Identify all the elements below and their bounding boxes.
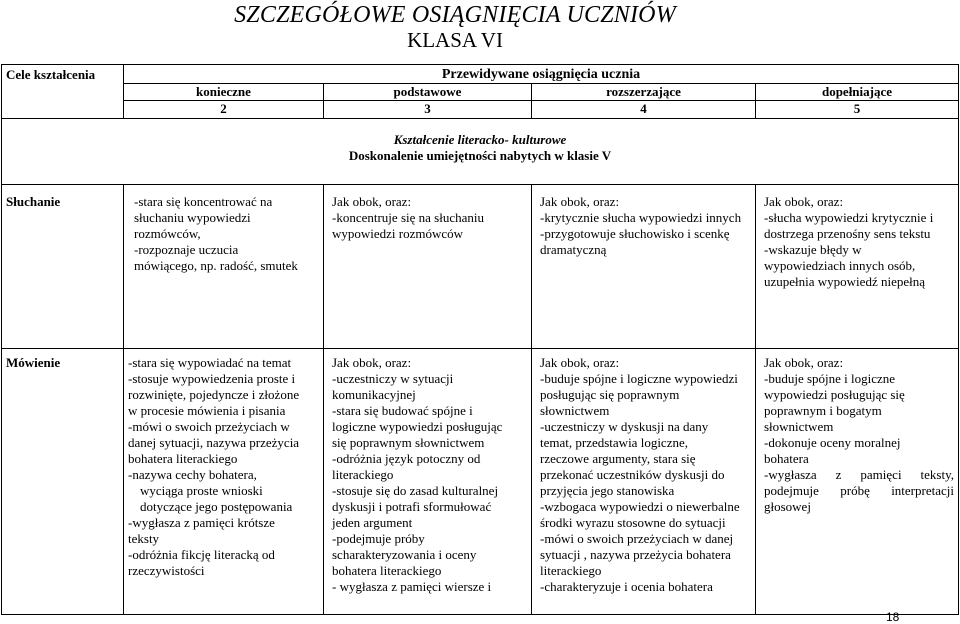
cell-sluchanie-2: -stara się koncentrować na słuchaniu wypowiedzi rozmówców, -rozpoznaje uczucia mówiącego, np. radość, smutek <box>124 185 324 349</box>
page-subtitle: KLASA VI <box>407 28 503 52</box>
category-mowienie: Mówienie <box>2 349 124 615</box>
grade-5: 5 <box>756 101 959 119</box>
cell-mowienie-5: Jak obok, oraz: -buduje spójne i logiczne wypowiedzi posługując się poprawnym i bogatym słownictwem -dokonuje oceny moralnej bohatera -wygłasza z pamięci teksty, podejmuje próbę interpretacji głosowej <box>756 349 959 615</box>
section-subtitle: Doskonalenie umiejętności nabytych w klasie V <box>348 148 612 163</box>
cell-mowienie-2: -stara się wypowiadać na temat -stosuje wypowiedzenia proste i rozwinięte, pojedyncze i złożone w procesie mówienia i pisania -mówi o swoich przeżyciach w danej sytuacji, nazywa przeżycia bohatera literackiego -nazywa cechy bohatera, wyciąga proste wnioski dotyczące jego postępowania -wygłasza z pamięci krótsze teksty -odróżnia fikcję literacką od rzeczywistości <box>124 349 324 615</box>
cell-sluchanie-5: Jak obok, oraz: -słucha wypowiedzi krytycznie i dostrzega przenośny sens tekstu -wskazuje błędy w wypowiedziach innych osób, uzupełnia wypowiedź niepełną <box>756 185 959 349</box>
level-rozszerzajace: rozszerzające <box>532 84 756 101</box>
cell-sluchanie-4: Jak obok, oraz: -krytycznie słucha wypowiedzi innych -przygotowuje słuchowisko i scenkę dramatyczną <box>532 185 756 349</box>
grade-4: 4 <box>532 101 756 119</box>
section-header <box>2 119 959 185</box>
table-row <box>2 349 959 615</box>
grade-3: 3 <box>324 101 532 119</box>
page-number: 18 <box>886 610 900 624</box>
level-dopelniajace: dopełniające <box>756 84 959 101</box>
category-sluchanie: Słuchanie <box>2 185 124 349</box>
cell-mowienie-3: Jak obok, oraz: -uczestniczy w sytuacji komunikacyjnej -stara się budować spójne i logiczne wypowiedzi posługując się poprawnym słownictwem -odróżnia język potoczny od literackiego -stosuje się do zasad kulturalnej dyskusji i potrafi sformułować jeden argument -podejmuje próby scharakteryzowania i oceny bohatera literackiego - wygłasza z pamięci wiersze i <box>324 349 532 615</box>
expected-header: Przewidywane osiągnięcia ucznia <box>124 65 959 84</box>
section-title: Kształcenie literacko- kulturowe <box>393 132 567 147</box>
level-konieczne: konieczne <box>124 84 324 101</box>
level-podstawowe: podstawowe <box>324 84 532 101</box>
table-row <box>2 185 959 349</box>
goals-header: Cele kształcenia <box>2 65 124 119</box>
page-title: SZCZEGÓŁOWE OSIĄGNIĘCIA UCZNIÓW <box>234 2 676 28</box>
achievements-table <box>1 64 959 615</box>
grade-2: 2 <box>124 101 324 119</box>
cell-sluchanie-3: Jak obok, oraz: -koncentruje się na słuchaniu wypowiedzi rozmówców <box>324 185 532 349</box>
cell-mowienie-4: Jak obok, oraz: -buduje spójne i logiczne wypowiedzi posługując się poprawnym słownictwem -uczestniczy w dyskusji na dany temat, przedstawia logiczne, rzeczowe argumenty, stara się przekonać uczestników dyskusji do przyjęcia jego stanowiska -wzbogaca wypowiedzi o niewerbalne środki wyrazu stosowne do sytuacji -mówi o swoich przeżyciach w danej sytuacji , nazywa przeżycia bohatera literackiego -charakteryzuje i ocenia bohatera <box>532 349 756 615</box>
